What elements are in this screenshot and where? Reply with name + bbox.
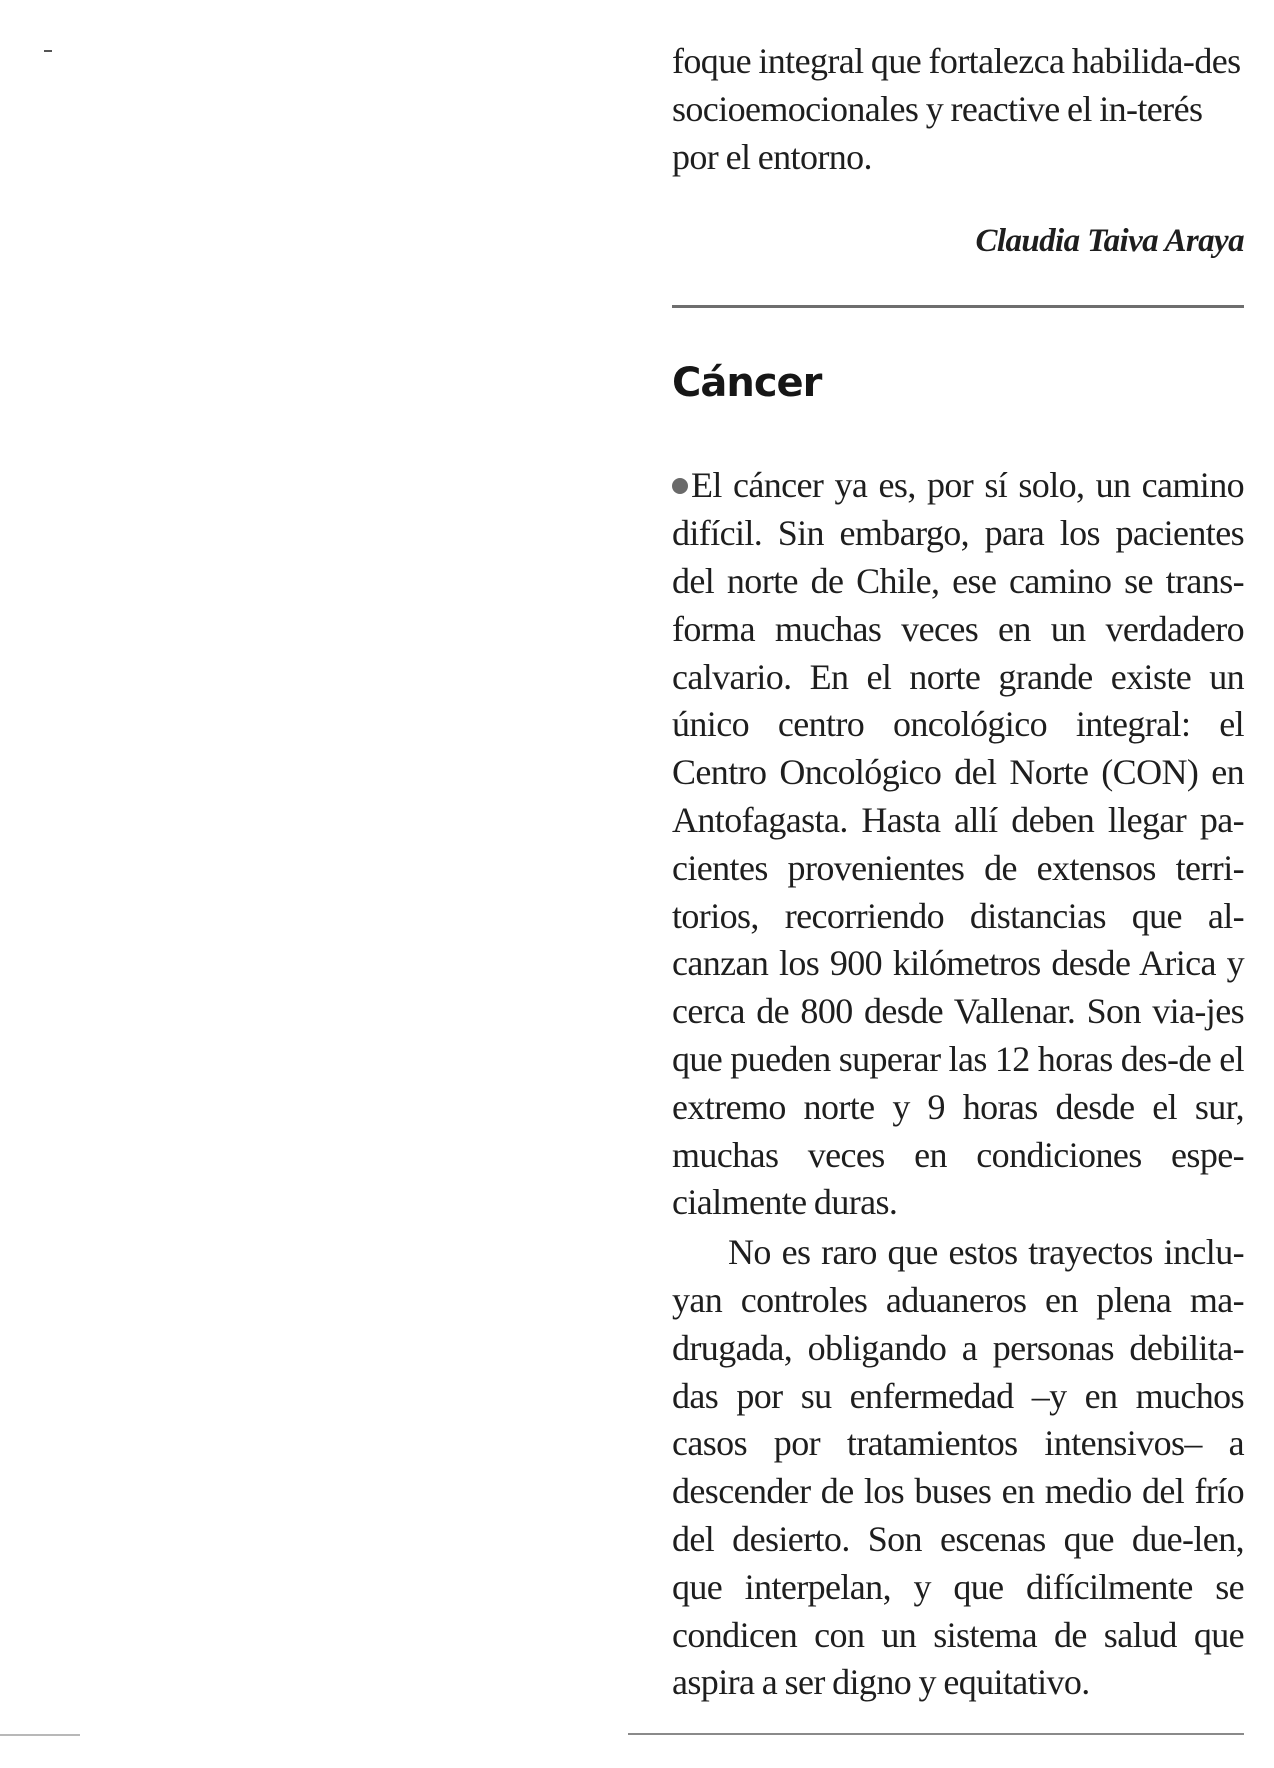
article-title: Cáncer bbox=[672, 360, 822, 407]
article-divider bbox=[672, 305, 1244, 308]
newspaper-column bbox=[672, 38, 1244, 1707]
author-signature: Claudia Taiva Araya bbox=[975, 223, 1244, 260]
page-corner-mark bbox=[44, 50, 52, 52]
article-paragraph-1 bbox=[672, 462, 1244, 1227]
previous-article-ending bbox=[672, 38, 1244, 261]
previous-article-text: foque integral que fortalezca habilida-des socioemocionales y reactive el in-terés por el entorno. bbox=[672, 41, 1241, 177]
letter-article bbox=[672, 360, 1244, 1707]
article-paragraph-1-text: El cáncer ya es, por sí solo, un camino difícil. Sin embargo, para los pacientes del norte de Chile, ese camino se trans-forma muchas veces en un verdadero calvario. En el norte grande existe un único centro oncológico integral: el Centro Oncológico del Norte (CON) en Antofagasta. Hasta allí deben llegar pa-cientes provenientes de extensos terri-torios, recorriendo distancias que al-canzan los 900 kilómetros desde Arica y cerca de 800 desde Vallenar. Son via-jes que pueden superar las 12 horas des-de el extremo norte y 9 horas desde el sur, muchas veces en condiciones espe-cialmente duras. bbox=[672, 465, 1244, 1223]
article-paragraph-2: No es raro que estos trayectos inclu-yan controles aduaneros en plena ma-drugada, obligando a personas debilita-das por su enfermedad –y en muchos casos por tratamientos intensivos– a descender de los buses en medio del frío del desierto. Son escenas que due-len, que interpelan, y que difícilmente se condicen con un sistema de salud que aspira a ser digno y equitativo. bbox=[672, 1232, 1244, 1703]
bottom-rule bbox=[628, 1733, 1244, 1735]
bullet-icon bbox=[672, 478, 688, 494]
bottom-left-rule bbox=[0, 1734, 80, 1736]
